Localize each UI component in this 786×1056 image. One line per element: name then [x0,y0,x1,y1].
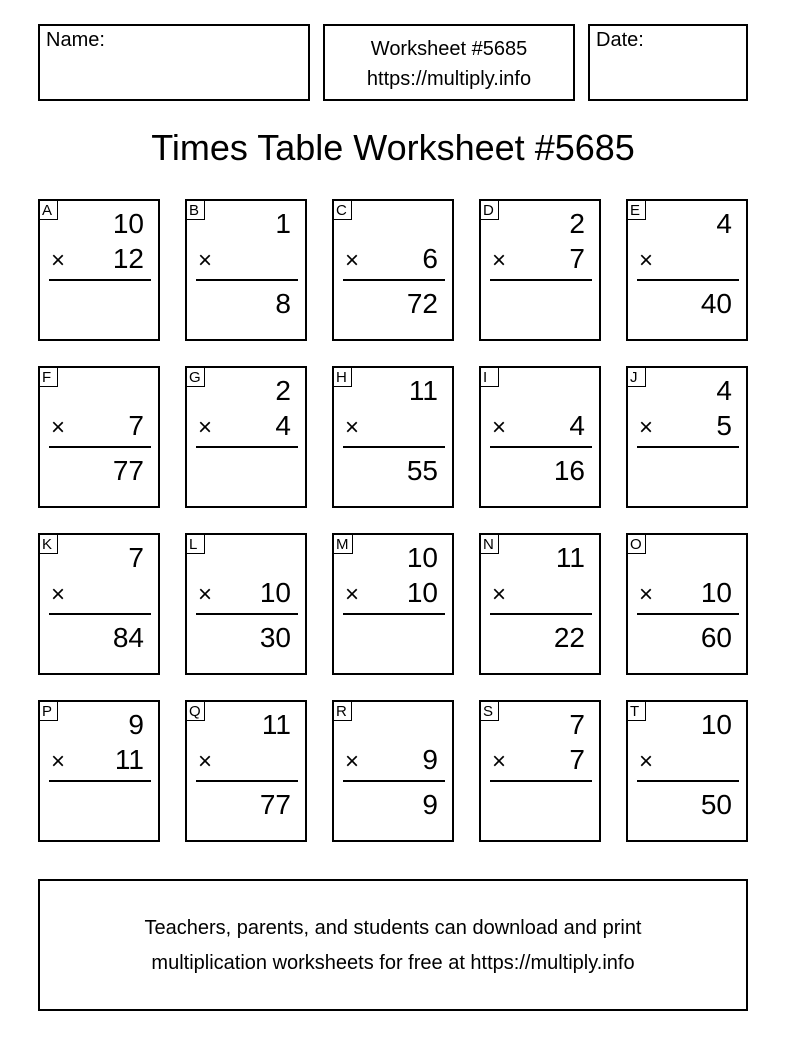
problem-box[interactable] [479,366,601,508]
problem-letter: E [628,201,646,220]
problem-top-number: 10 [700,709,732,740]
problem-bottom-number: 4 [569,410,585,441]
problem-box[interactable] [626,366,748,508]
problem-answer: 8 [275,288,291,319]
problem-answer: 77 [259,789,291,820]
answer-line [637,279,739,281]
answer-line [343,279,445,281]
answer-line [490,780,592,782]
problem-answer: 16 [553,455,585,486]
problem-answer: 77 [112,455,144,486]
multiply-sign: × [345,414,360,441]
problem-box[interactable] [626,533,748,675]
problem-top-number: 11 [408,375,438,406]
problem-letter: P [40,702,58,721]
problem-top-number: 11 [261,709,291,740]
answer-line [196,613,298,615]
multiply-sign: × [492,247,507,274]
problem-top-number: 4 [716,375,732,406]
problem-answer: 72 [406,288,438,319]
problem-top-number: 4 [716,208,732,239]
problem-box[interactable] [185,199,307,341]
multiply-sign: × [639,748,654,775]
problem-box[interactable] [38,199,160,341]
worksheet-number: Worksheet #5685 [370,38,528,60]
answer-line [49,446,151,448]
problem-answer: 22 [553,622,585,653]
problem-top-number: 7 [128,542,144,573]
multiply-sign: × [345,581,360,608]
name-field-box[interactable] [38,24,310,101]
worksheet-url: https://multiply.info [366,68,532,90]
problem-box[interactable] [479,700,601,842]
answer-line [637,780,739,782]
problem-letter: J [628,368,646,387]
problem-bottom-number: 12 [112,243,144,274]
answer-line [196,279,298,281]
problem-top-number: 7 [569,709,585,740]
answer-line [196,780,298,782]
problem-letter: N [481,535,499,554]
worksheet-info-box [323,24,575,101]
problem-top-number: 9 [128,709,144,740]
problem-letter: A [40,201,58,220]
problem-letter: F [40,368,58,387]
problem-box[interactable] [332,199,454,341]
problem-letter: C [334,201,352,220]
problem-bottom-number: 10 [259,577,291,608]
problem-letter: L [187,535,205,554]
answer-line [49,279,151,281]
answer-line [637,446,739,448]
problem-bottom-number: 10 [700,577,732,608]
date-field-box[interactable] [588,24,748,101]
problem-answer: 40 [700,288,732,319]
multiply-sign: × [492,414,507,441]
page-title: Times Table Worksheet #5685 [151,127,635,168]
problem-letter: D [481,201,499,220]
problem-letter: K [40,535,58,554]
multiply-sign: × [198,247,213,274]
multiply-sign: × [198,414,213,441]
footer-line-2: multiplication worksheets for free at https://multiply.info [151,952,635,974]
problem-box[interactable] [626,700,748,842]
problem-bottom-number: 7 [569,744,585,775]
problem-answer: 55 [406,455,438,486]
problem-box[interactable] [332,700,454,842]
answer-line [637,613,739,615]
multiply-sign: × [51,581,66,608]
problem-answer: 9 [422,789,438,820]
problem-letter: T [628,702,646,721]
multiply-sign: × [492,581,507,608]
problem-answer: 84 [112,622,144,653]
multiply-sign: × [639,581,654,608]
problem-top-number: 2 [275,375,291,406]
problem-box[interactable] [332,366,454,508]
problem-box[interactable] [479,199,601,341]
answer-line [490,446,592,448]
problem-top-number: 11 [555,542,585,573]
problem-letter: H [334,368,352,387]
problem-box[interactable] [38,366,160,508]
answer-line [343,780,445,782]
problem-box[interactable] [185,700,307,842]
problem-top-number: 2 [569,208,585,239]
problem-box[interactable] [479,533,601,675]
problem-bottom-number: 10 [406,577,438,608]
answer-line [196,446,298,448]
name-label: Name: [46,29,105,51]
problem-top-number: 10 [406,542,438,573]
problem-bottom-number: 11 [114,744,144,775]
multiply-sign: × [639,414,654,441]
problem-box[interactable] [185,366,307,508]
answer-line [343,613,445,615]
problem-top-number: 10 [112,208,144,239]
problem-letter: B [187,201,205,220]
multiply-sign: × [492,748,507,775]
problem-bottom-number: 5 [716,410,732,441]
problem-letter: S [481,702,499,721]
answer-line [343,446,445,448]
date-label: Date: [596,29,644,51]
problem-box[interactable] [332,533,454,675]
problem-letter: Q [187,702,205,721]
answer-line [49,613,151,615]
problem-box[interactable] [38,700,160,842]
problem-bottom-number: 4 [275,410,291,441]
problem-box[interactable] [185,533,307,675]
problem-answer: 50 [700,789,732,820]
problem-letter: O [628,535,646,554]
problem-bottom-number: 6 [422,243,438,274]
problem-letter: R [334,702,352,721]
problem-box[interactable] [38,533,160,675]
multiply-sign: × [51,414,66,441]
multiply-sign: × [345,748,360,775]
multiply-sign: × [51,247,66,274]
problem-answer: 60 [700,622,732,653]
answer-line [490,613,592,615]
footer-box [38,879,748,1011]
answer-line [490,279,592,281]
problem-bottom-number: 7 [128,410,144,441]
problem-letter: M [334,535,353,554]
multiply-sign: × [51,748,66,775]
multiply-sign: × [198,581,213,608]
problem-bottom-number: 7 [569,243,585,274]
problem-bottom-number: 9 [422,744,438,775]
problem-letter: G [187,368,205,387]
problem-letter: I [481,368,499,387]
problem-box[interactable] [626,199,748,341]
multiply-sign: × [198,748,213,775]
answer-line [49,780,151,782]
problem-answer: 30 [259,622,291,653]
footer-line-1: Teachers, parents, and students can download and print [144,917,642,939]
multiply-sign: × [639,247,654,274]
multiply-sign: × [345,247,360,274]
problem-top-number: 1 [275,208,291,239]
